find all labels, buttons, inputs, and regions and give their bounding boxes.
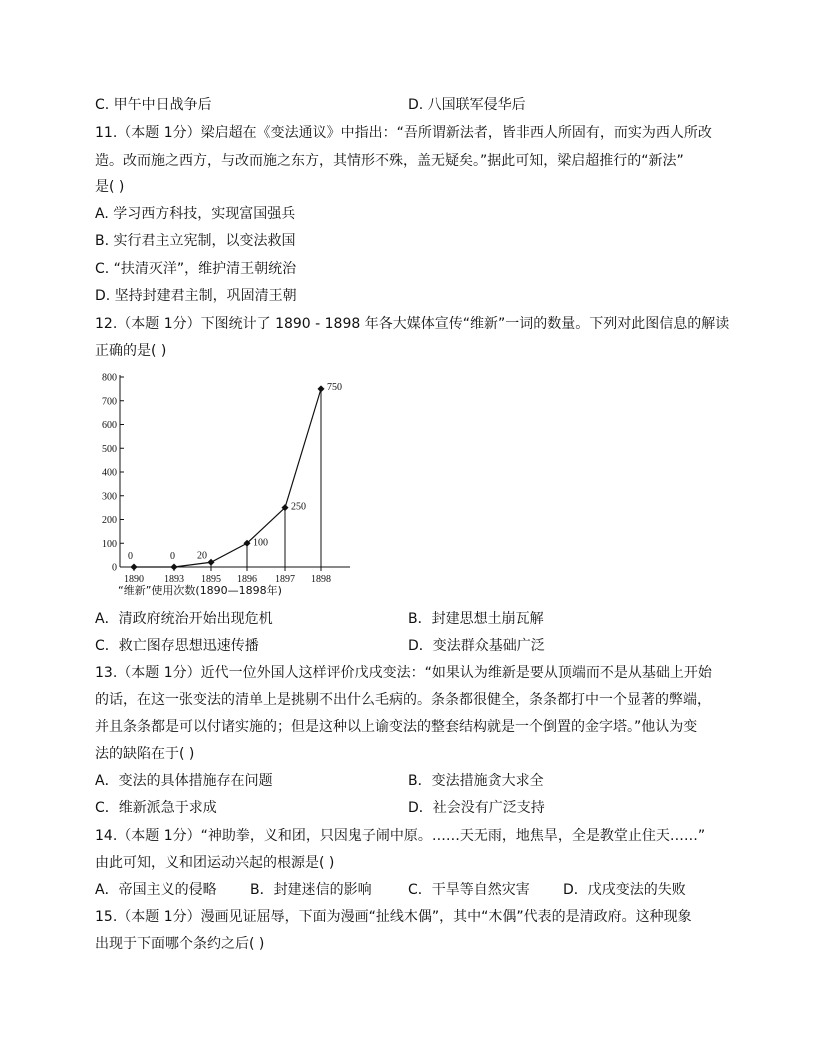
chart-x-tick-label: 1897 [275,574,295,585]
chart-series-line [134,389,321,567]
chart-y-tick-label: 800 [102,372,117,384]
chart-y-tick-label: 500 [102,443,117,455]
q12-option-b: B．封建思想土崩瓦解 [408,611,544,627]
chart-data-label: 0 [170,551,175,562]
q11-option-b: B. 实行君主立宪制，以变法救国 [95,233,296,249]
q15-stem-line-1: 15.（本题 1分）漫画见证屈辱，下面为漫画“扯线木偶”，其中“木偶”代表的是清政府。这种现象 [95,909,692,925]
q13-option-d: D．社会没有广泛支持 [408,800,545,816]
chart-data-label: 250 [291,501,306,513]
q13-option-b: B．变法措施贪大求全 [408,773,544,789]
q10-option-c: C. 甲午中日战争后 [95,97,212,113]
chart-x-tick-label: 1895 [201,574,221,585]
chart-data-label: 100 [253,537,268,549]
chart-data-label: 20 [197,550,207,562]
q15-stem-line-2: 出现于下面哪个条约之后( ) [95,936,265,952]
q12-option-a: A．清政府统治开始出现危机 [95,611,273,627]
q12-option-d: D．变法群众基础广泛 [408,638,545,654]
q13-option-c: C．维新派急于求成 [95,800,217,816]
chart-y-ticks [102,373,124,574]
q11-option-c: C. “扶清灭洋”，维护清王朝统治 [95,261,297,277]
chart-y-tick-label: 100 [102,538,117,550]
chart-point [130,563,137,570]
chart-x-ticks [124,567,331,585]
q13-stem-line-1: 13.（本题 1分）近代一位外国人这样评价戊戌变法：“如果认为维新是要从顶端而不是从基础上开始 [95,665,712,681]
q10-option-d: D. 八国联军侵华后 [408,97,526,113]
wei-xin-usage-chart [92,365,362,600]
chart-marks [128,382,342,571]
chart-y-tick-label: 600 [102,420,117,431]
q13-stem-line-4: 法的缺陷在于( ) [95,746,195,762]
q12-stem-line-2: 正确的是( ) [95,343,167,359]
chart-x-tick-label: 1898 [311,574,331,585]
chart-axes [120,375,350,567]
chart-x-caption: “维新”使用次数(1890—1898年) [118,584,282,597]
chart-point [317,385,324,392]
q14-option-b: B．封建迷信的影响 [250,882,372,898]
q11-stem-line-2: 造。改而施之西方，与改而施之东方，其情形不殊，盖无疑矣。”据此可知，梁启超推行的“新法” [95,153,684,169]
q14-option-a: A．帝国主义的侵略 [95,882,217,898]
chart-point [207,559,214,566]
q12-option-c: C．救亡图存思想迅速传播 [95,638,259,654]
q11-stem-line-3: 是( ) [95,179,125,195]
chart-y-tick-label: 400 [102,467,117,479]
chart-x-tick-label: 1896 [237,574,257,585]
q13-stem-line-2: 的话，在这一张变法的清单上是挑剔不出什么毛病的。条条都很健全，条条都打中一个显著的弊端， [95,692,711,708]
chart-x-tick-label: 1890 [124,574,144,585]
chart-data-label: 750 [327,381,342,393]
q11-option-d: D. 坚持封建君主制，巩固清王朝 [95,288,297,304]
q14-stem-line-1: 14.（本题 1分）“神助拳，义和团，只因鬼子闹中原。……天无雨，地焦旱，全是教堂止住天……” [95,828,706,844]
q13-stem-line-3: 并且条条都是可以付诸实施的；但是这种以上谕变法的整套结构就是一个倒置的金字塔。”他认为变 [95,719,698,735]
chart-y-tick-label: 200 [102,515,117,526]
q14-option-d: D．戊戌变法的失败 [563,882,686,898]
chart-y-tick-label: 700 [102,396,117,408]
chart-y-tick-label: 0 [112,562,117,574]
q13-option-a: A．变法的具体措施存在问题 [95,773,273,789]
q12-stem-line-1: 12.（本题 1分）下图统计了 1890 - 1898 年各大媒体宣传“维新”一词的数量。下列对此图信息的解读 [95,316,730,332]
chart-y-tick-label: 300 [102,491,117,503]
q14-stem-line-2: 由此可知，义和团运动兴起的根源是( ) [95,855,335,871]
chart-data-label: 0 [128,551,133,562]
chart-point [170,563,177,570]
q14-option-c: C．干旱等自然灾害 [408,882,530,898]
q11-option-a: A. 学习西方科技，实现富国强兵 [95,206,296,222]
chart-x-tick-label: 1893 [164,574,184,585]
q11-stem-line-1: 11.（本题 1分）梁启超在《变法通议》中指出：“吾所谓新法者，皆非西人所固有，而实为西人所改 [95,125,712,141]
